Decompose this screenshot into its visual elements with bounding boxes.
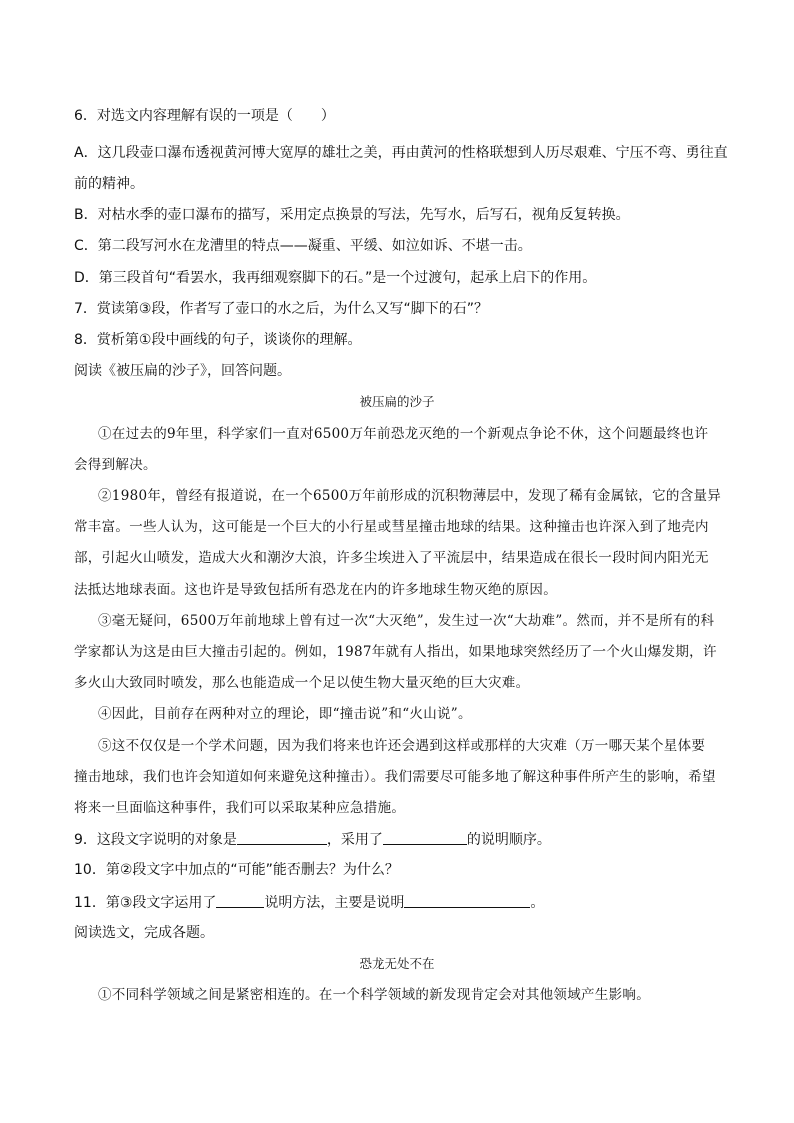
question-6-stem: 6．对选文内容理解有误的一项是（ ）	[74, 108, 335, 124]
answer-blank[interactable]	[383, 829, 467, 845]
article-1-line: ②1980年，曾经有报道说，在一个6500万年前形成的沉积物薄层中，发现了稀有金属铱，它的含量异	[98, 488, 722, 504]
question-11: 11．第③段文字运用了 说明方法，主要是说明 。	[74, 892, 544, 913]
reading-intro-1: 阅读《被压扁的沙子》，回答问题。	[74, 363, 291, 379]
article-1-line: 将来一旦面临这种事件，我们可以采取某种应急措施。	[74, 800, 406, 816]
question-6-option-a: A．这几段壶口瀑布透视黄河博大宽厚的雄壮之美，再由黄河的性格联想到人历尽艰难、宁压不弯、勇往直	[74, 145, 728, 161]
question-6-option-d: D．第三段首句“看罢水，我再细观察脚下的石。”是一个过渡句，起承上启下的作用。	[74, 270, 597, 286]
question-8: 8．赏析第①段中画线的句子，谈谈你的理解。	[74, 332, 362, 348]
question-6-option-a-cont: 前的精神。	[74, 176, 144, 192]
question-6-option-c: C．第二段写河水在龙漕里的特点——凝重、平缓、如泣如诉、不堪一击。	[74, 238, 532, 254]
article-1-title: 被压扁的沙子	[359, 394, 435, 409]
question-10: 10．第②段文字中加点的“可能”能否删去？为什么？	[74, 862, 399, 878]
article-1-line: 会得到解决。	[74, 457, 157, 473]
question-6-option-b: B．对枯水季的壶口瀑布的描写，采用定点换景的写法，先写水，后写石，视角反复转换。	[74, 207, 630, 223]
article-1-line: 多火山大致同时喷发，那么也能造成一个足以使生物大量灭绝的巨大灾难。	[74, 675, 530, 691]
question-9: 9．这段文字说明的对象是 ，采用了 的说明顺序。	[74, 829, 551, 850]
article-1-line: 学家都认为这是由巨大撞击引起的。例如，1987年就有人指出，如果地球突然经历了一个火山爆发期，许	[74, 644, 717, 660]
article-1-line: 法抵达地球表面。这也许是导致包括所有恐龙在内的许多地球生物灭绝的原因。	[74, 582, 557, 598]
reading-intro-2: 阅读选文，完成各题。	[74, 925, 214, 941]
article-1-line: 撞击地球，我们也许会知道如何来避免这种撞击）。我们需要尽可能多地了解这种事件所产生的影响，希望	[74, 769, 716, 785]
article-1-line: ③毫无疑问，6500万年前地球上曾有过一次“大灭绝”，发生过一次“大劫难”。然而，并不是所有的科	[98, 613, 715, 629]
article-1-line: ④因此，目前存在两种对立的理论，即“撞击说”和“火山说”。	[98, 706, 472, 722]
answer-blank[interactable]	[237, 829, 327, 845]
article-1-line: 部，引起火山喷发，造成大火和潮汐大浪，许多尘埃进入了平流层中，结果造成在很长一段时间内阳光无	[74, 550, 709, 566]
answer-blank[interactable]	[216, 892, 264, 908]
article-1-line: ①在过去的9年里，科学家们一直对6500万年前恐龙灭绝的一个新观点争论不休，这个问题最终也许	[98, 426, 709, 442]
question-7: 7．赏读第③段，作者写了壶口的水之后，为什么又写“脚下的石”？	[74, 301, 488, 317]
answer-blank[interactable]	[404, 892, 530, 908]
article-2-title: 恐龙无处不在	[359, 956, 435, 971]
article-1-line: ⑤这不仅仅是一个学术问题，因为我们将来也许还会遇到这样或那样的大灾难（万一哪天某个星体要	[98, 738, 706, 754]
article-1-line: 常丰富。一些人认为，这可能是一个巨大的小行星或彗星撞击地球的结果。这种撞击也许深入到了地壳内	[74, 519, 709, 535]
article-2-paragraph-1: ①不同科学领域之间是紧密相连的。在一个科学领域的新发现肯定会对其他领域产生影响。	[98, 987, 650, 1003]
